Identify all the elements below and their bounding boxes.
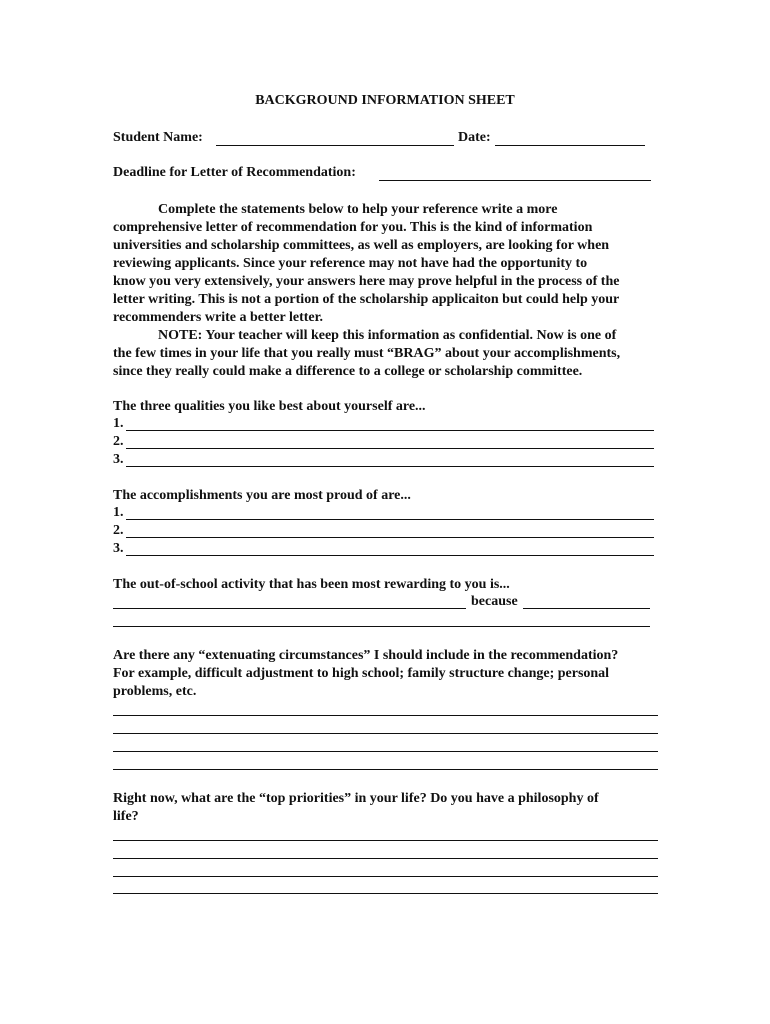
because-label: because — [471, 594, 518, 609]
number-label: 1. — [113, 505, 124, 520]
deadline-field[interactable] — [379, 180, 651, 181]
student-name-field[interactable] — [216, 145, 454, 146]
intro-text — [113, 201, 673, 381]
intro-line: letter writing. This is not a portion of the scholarship applicaiton but could help your — [113, 292, 620, 307]
circumstances-field-1[interactable] — [113, 715, 658, 716]
intro-line: universities and scholarship committees, as well as employers, are looking for when — [113, 238, 610, 253]
accomplishment-3-field[interactable] — [126, 555, 654, 556]
priorities-field-4[interactable] — [113, 893, 658, 894]
circumstances-question — [113, 647, 618, 701]
date-field[interactable] — [495, 145, 645, 146]
activity-field[interactable] — [113, 608, 466, 609]
priorities-field-1[interactable] — [113, 840, 658, 841]
priorities-field-3[interactable] — [113, 876, 658, 877]
circumstances-field-4[interactable] — [113, 769, 658, 770]
student-name-label: Student Name: — [113, 130, 203, 145]
number-label: 3. — [113, 452, 124, 467]
deadline-label: Deadline for Letter of Recommendation: — [113, 165, 356, 180]
note-line: NOTE: Your teacher will keep this information as confidential. Now is one of — [158, 328, 617, 343]
priorities-line: Right now, what are the “top priorities” in your life? Do you have a philosophy of — [113, 791, 599, 806]
priorities-field-2[interactable] — [113, 858, 658, 859]
note-line: the few times in your life that you really must “BRAG” about your accomplishments, — [113, 346, 621, 361]
priorities-question — [113, 790, 599, 826]
circumstances-line: problems, etc. — [113, 684, 197, 699]
accomplishments-question: The accomplishments you are most proud of are... — [113, 488, 411, 503]
number-label: 1. — [113, 416, 124, 431]
circumstances-line: Are there any “extenuating circumstances” I should include in the recommendation? — [113, 648, 619, 663]
priorities-line: life? — [113, 809, 139, 824]
qualities-question: The three qualities you like best about yourself are... — [113, 399, 426, 414]
note-line: since they really could make a difference to a college or scholarship committee. — [113, 364, 583, 379]
quality-2-field[interactable] — [126, 448, 654, 449]
circumstances-field-2[interactable] — [113, 733, 658, 734]
intro-line: recommenders write a better letter. — [113, 310, 324, 325]
circumstances-field-3[interactable] — [113, 751, 658, 752]
because-field[interactable] — [523, 608, 650, 609]
circumstances-line: For example, difficult adjustment to high school; family structure change; personal — [113, 666, 610, 681]
number-label: 2. — [113, 523, 124, 538]
page-title: BACKGROUND INFORMATION SHEET — [255, 93, 515, 108]
number-label: 2. — [113, 434, 124, 449]
number-label: 3. — [113, 541, 124, 556]
quality-1-field[interactable] — [126, 430, 654, 431]
activity-continued-field[interactable] — [113, 626, 650, 627]
accomplishment-2-field[interactable] — [126, 537, 654, 538]
quality-3-field[interactable] — [126, 466, 654, 467]
intro-line: Complete the statements below to help your reference write a more — [158, 202, 558, 217]
date-label: Date: — [458, 130, 491, 145]
intro-line: know you very extensively, your answers here may prove helpful in the process of the — [113, 274, 620, 289]
intro-line: reviewing applicants. Since your reference may not have had the opportunity to — [113, 256, 588, 271]
intro-line: comprehensive letter of recommendation for you. This is the kind of information — [113, 220, 593, 235]
activity-question: The out-of-school activity that has been most rewarding to you is... — [113, 577, 510, 592]
accomplishment-1-field[interactable] — [126, 519, 654, 520]
